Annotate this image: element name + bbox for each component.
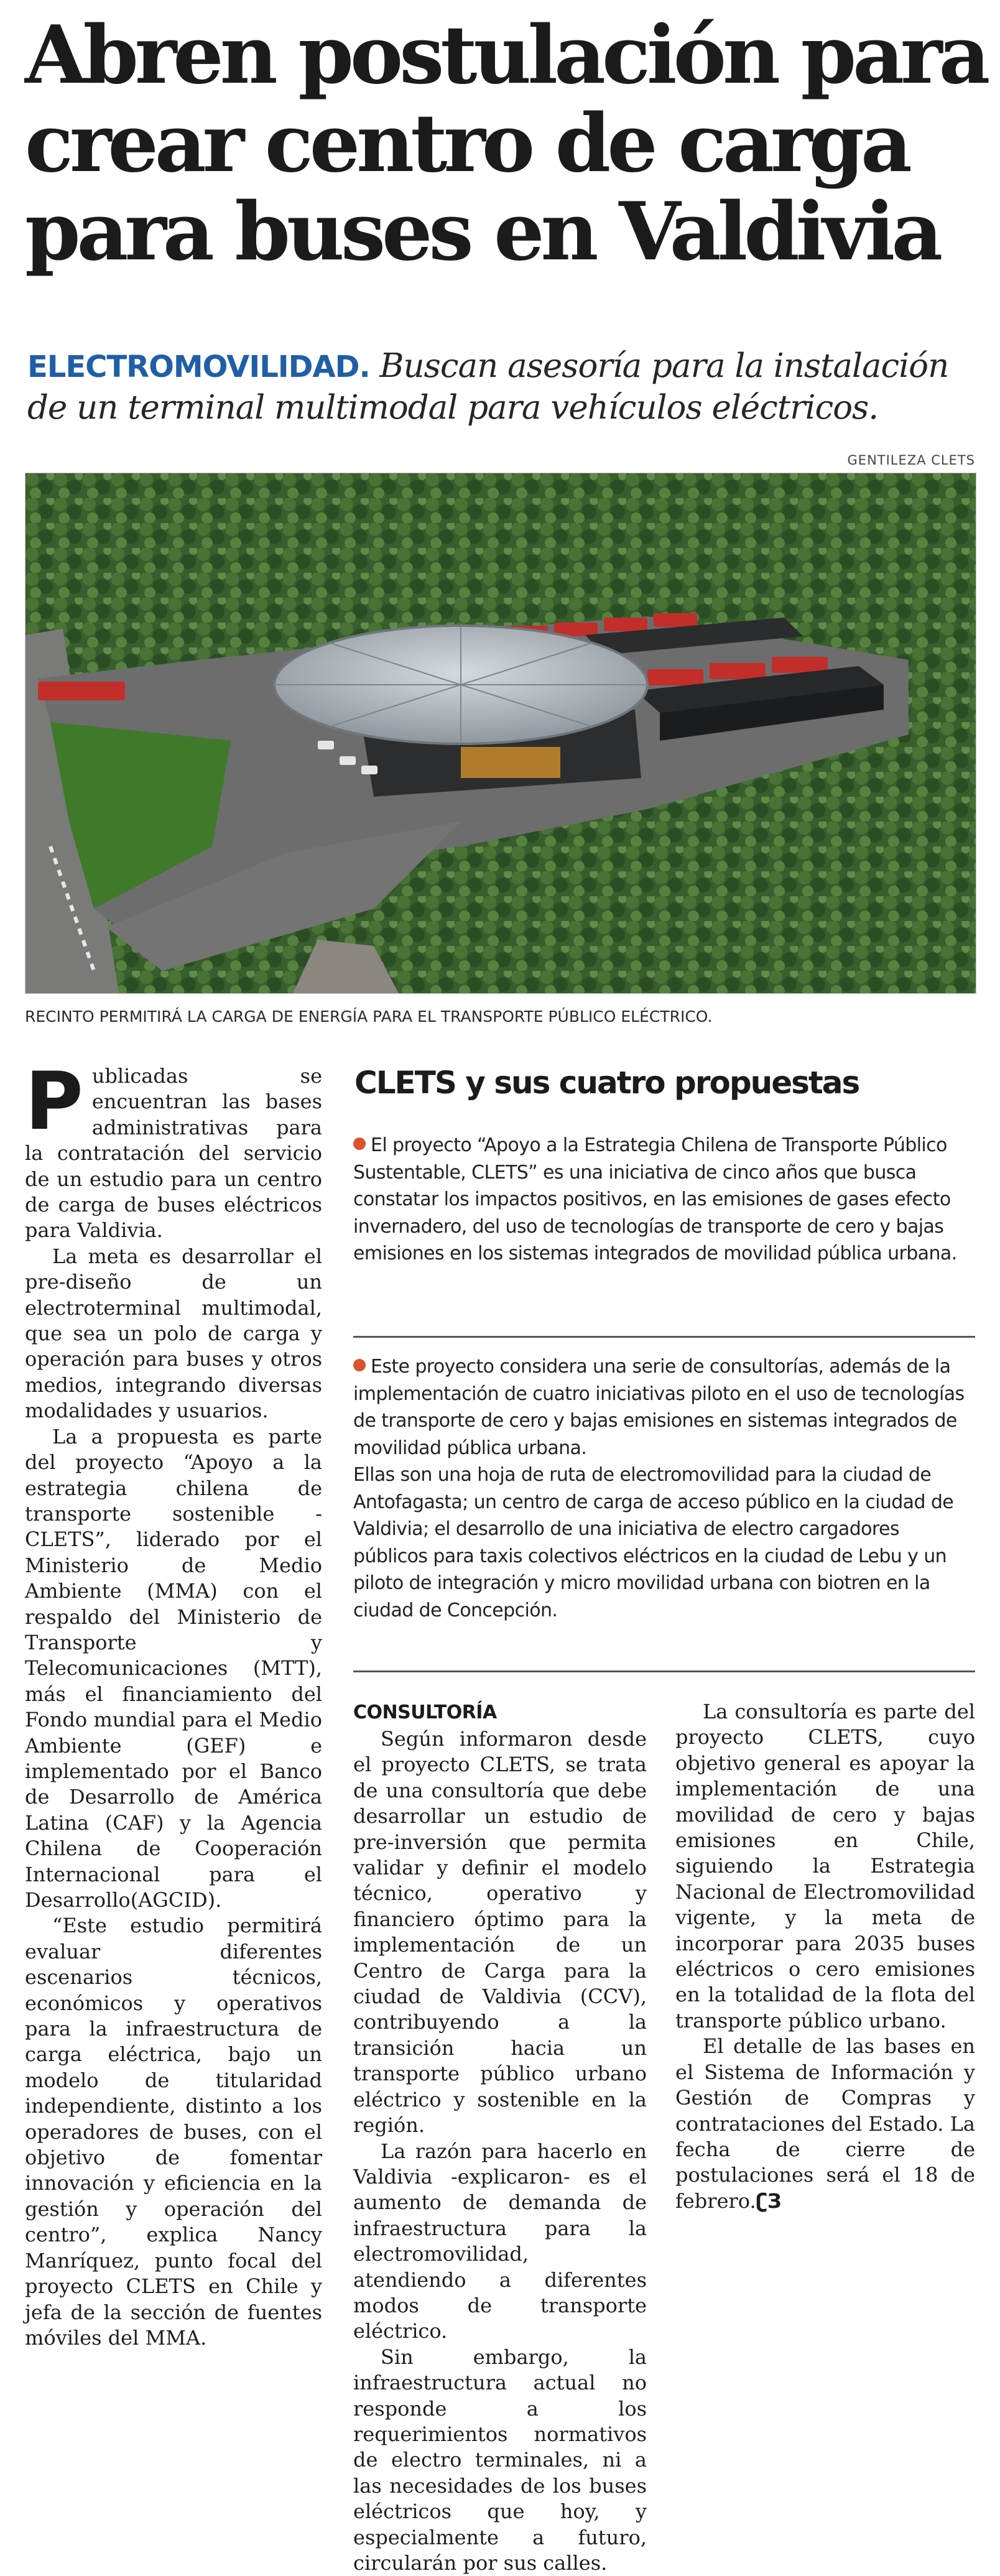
paragraph-9: [675, 2034, 975, 2214]
paragraph-7: Sin embargo, la infraestructura actual no responde a los requerimientos normativos de electro terminales, ni a las necesidades de los buses eléctricos que hoy, y especialmente a futuro, circularán por sus calles.: [353, 2345, 647, 2575]
photo-credit: GENTILEZA CLETS: [847, 453, 975, 468]
paragraph-6: La razón para hacerlo en Valdivia -explicaron- es el aumento de demanda de infraestructura para la electromovilidad, atendiendo a diferentes modos de transporte eléctrico.: [353, 2139, 647, 2343]
paragraph-1: [25, 1055, 322, 1244]
sidebar-item-2: [353, 1353, 975, 1624]
sidebar-item-2-text: Este proyecto considera una serie de consultorías, además de la implementación de cuatro iniciativas piloto en el uso de tecnologías de transporte de cero y bajas emisiones en sistemas integrados de movilidad pública urbana.: [353, 1356, 965, 1459]
roof-ribs: [274, 626, 647, 744]
paragraph-9-text: El detalle de las bases en el Sistema de Información y Gestión de Compras y contrataciones del Estado. La fecha de cierre de postulaciones será el 18 de febrero.: [675, 2034, 975, 2213]
body-column-3: [675, 1699, 975, 2214]
paragraph-8: La consultoría es parte del proyecto CLETS, cuyo objetivo general es apoyar la implementación de una movilidad de cero y bajas emisiones en Chile, siguiendo la Estrategia Nacional de Electromovilidad vigente, y la meta de incorporar para 2035 buses eléctricos o cero emisiones en la totalidad de la flota del transporte público urbano.: [675, 1700, 975, 2032]
paragraph-3: La a propuesta es parte del proyecto “Apoyo a la estrategia chilena de transporte sostenible - CLETS”, liderado por el Ministerio de Medio Ambiente (MMA) con el respaldo del Ministerio de Transporte y Telecomunicaciones (MTT), más el financiamiento del Fondo mundial para el Medio Ambiente (GEF) e implementado por el Banco de Desarrollo de América Latina (CAF) y la Agencia Chilena de Cooperación Internacional para el Desarrollo(AGCID).: [25, 1424, 322, 1912]
body-column-2: [353, 1699, 647, 2576]
dek-kicker: ELECTROMOVILIDAD.: [27, 350, 370, 384]
headline: [25, 9, 987, 279]
terminal-rendering-illustration: [25, 473, 976, 993]
sidebar-title: CLETS y sus cuatro propuestas: [354, 1065, 859, 1101]
headline-line-3: para buses en Valdivia: [25, 185, 940, 279]
headline-line-1: Abren postulación para: [25, 9, 987, 102]
paragraph-5: Según informaron desde el proyecto CLETS, se trata de una consultoría que debe desarrollar un estudio de pre-inversión que permita validar y definir el modelo técnico, operativo y financiero óptimo para la implementación de un Centro de Carga para la ciudad de Valdivia (CCV), contribuyendo a la transición hacia un transporte público urbano eléctrico y sostenible en la región.: [353, 1727, 647, 2138]
body-column-1: [25, 1055, 322, 2351]
dek-text: Buscan asesoría para la instalación de un terminal multimodal para vehículos eléctricos.: [27, 347, 949, 427]
terminal-rendering-photo: [25, 473, 976, 994]
sidebar-bottom-divider: [353, 1670, 975, 1672]
headline-line-2: crear centro de carga: [25, 97, 909, 190]
bullet-icon: [353, 1359, 366, 1371]
sidebar-divider: [353, 1336, 975, 1338]
photo-caption: RECINTO PERMITIRÁ LA CARGA DE ENERGÍA PARA EL TRANSPORTE PÚBLICO ELÉCTRICO.: [25, 1008, 713, 1026]
bullet-icon: [353, 1137, 366, 1150]
paragraph-4: “Este estudio permitirá evaluar diferentes escenarios técnicos, económicos y operativos para la infraestructura de carga eléctrica, bajo un modelo de titularidad independiente, distinto a los operadores de buses, con el objetivo de fomentar innovación y eficiencia en la gestión y operación del centro”, explica Nancy Manríquez, punto focal del proyecto CLETS en Chile y jefa de la sección de fuentes móviles del MMA.: [25, 1914, 322, 2350]
sidebar-item-1-text: El proyecto “Apoyo a la Estrategia Chilena de Transporte Público Sustentable, CLETS” es una iniciativa de cinco años que busca constatar los impactos positivos, en las emisiones de gases efecto invernadero, del uso de tecnologías de transporte de cero y bajas emisiones en los sistemas integrados de movilidad pública urbana.: [353, 1134, 957, 1264]
drop-cap: P: [25, 1055, 83, 1148]
end-mark-icon: ʗЗ: [756, 2189, 782, 2213]
paragraph-2: La meta es desarrollar el pre-diseño de un electroterminal multimodal, que sea un polo de carga y operación para buses y otros medios, integrando diversas modalidades y usuarios.: [25, 1244, 322, 1423]
sidebar-item-2b: Ellas son una hoja de ruta de electromovilidad para la ciudad de Antofagasta; un centro de carga de acceso público en la ciudad de Valdivia; el desarrollo de una iniciativa de electro cargadores públicos para taxis colectivos eléctricos en la ciudad de Lebu y un piloto de integración y micro movilidad urbana con biotren en la ciudad de Concepción.: [353, 1464, 954, 1621]
section-subhead: CONSULTORÍA: [353, 1702, 497, 1723]
sidebar-item-1: [353, 1132, 975, 1267]
dek: [27, 346, 985, 429]
paragraph-1-text: ublicadas se encuentran las bases administrativas para la contratación del servicio de un estudio para un centro de carga de buses eléctricos para Valdivia.: [25, 1064, 322, 1243]
